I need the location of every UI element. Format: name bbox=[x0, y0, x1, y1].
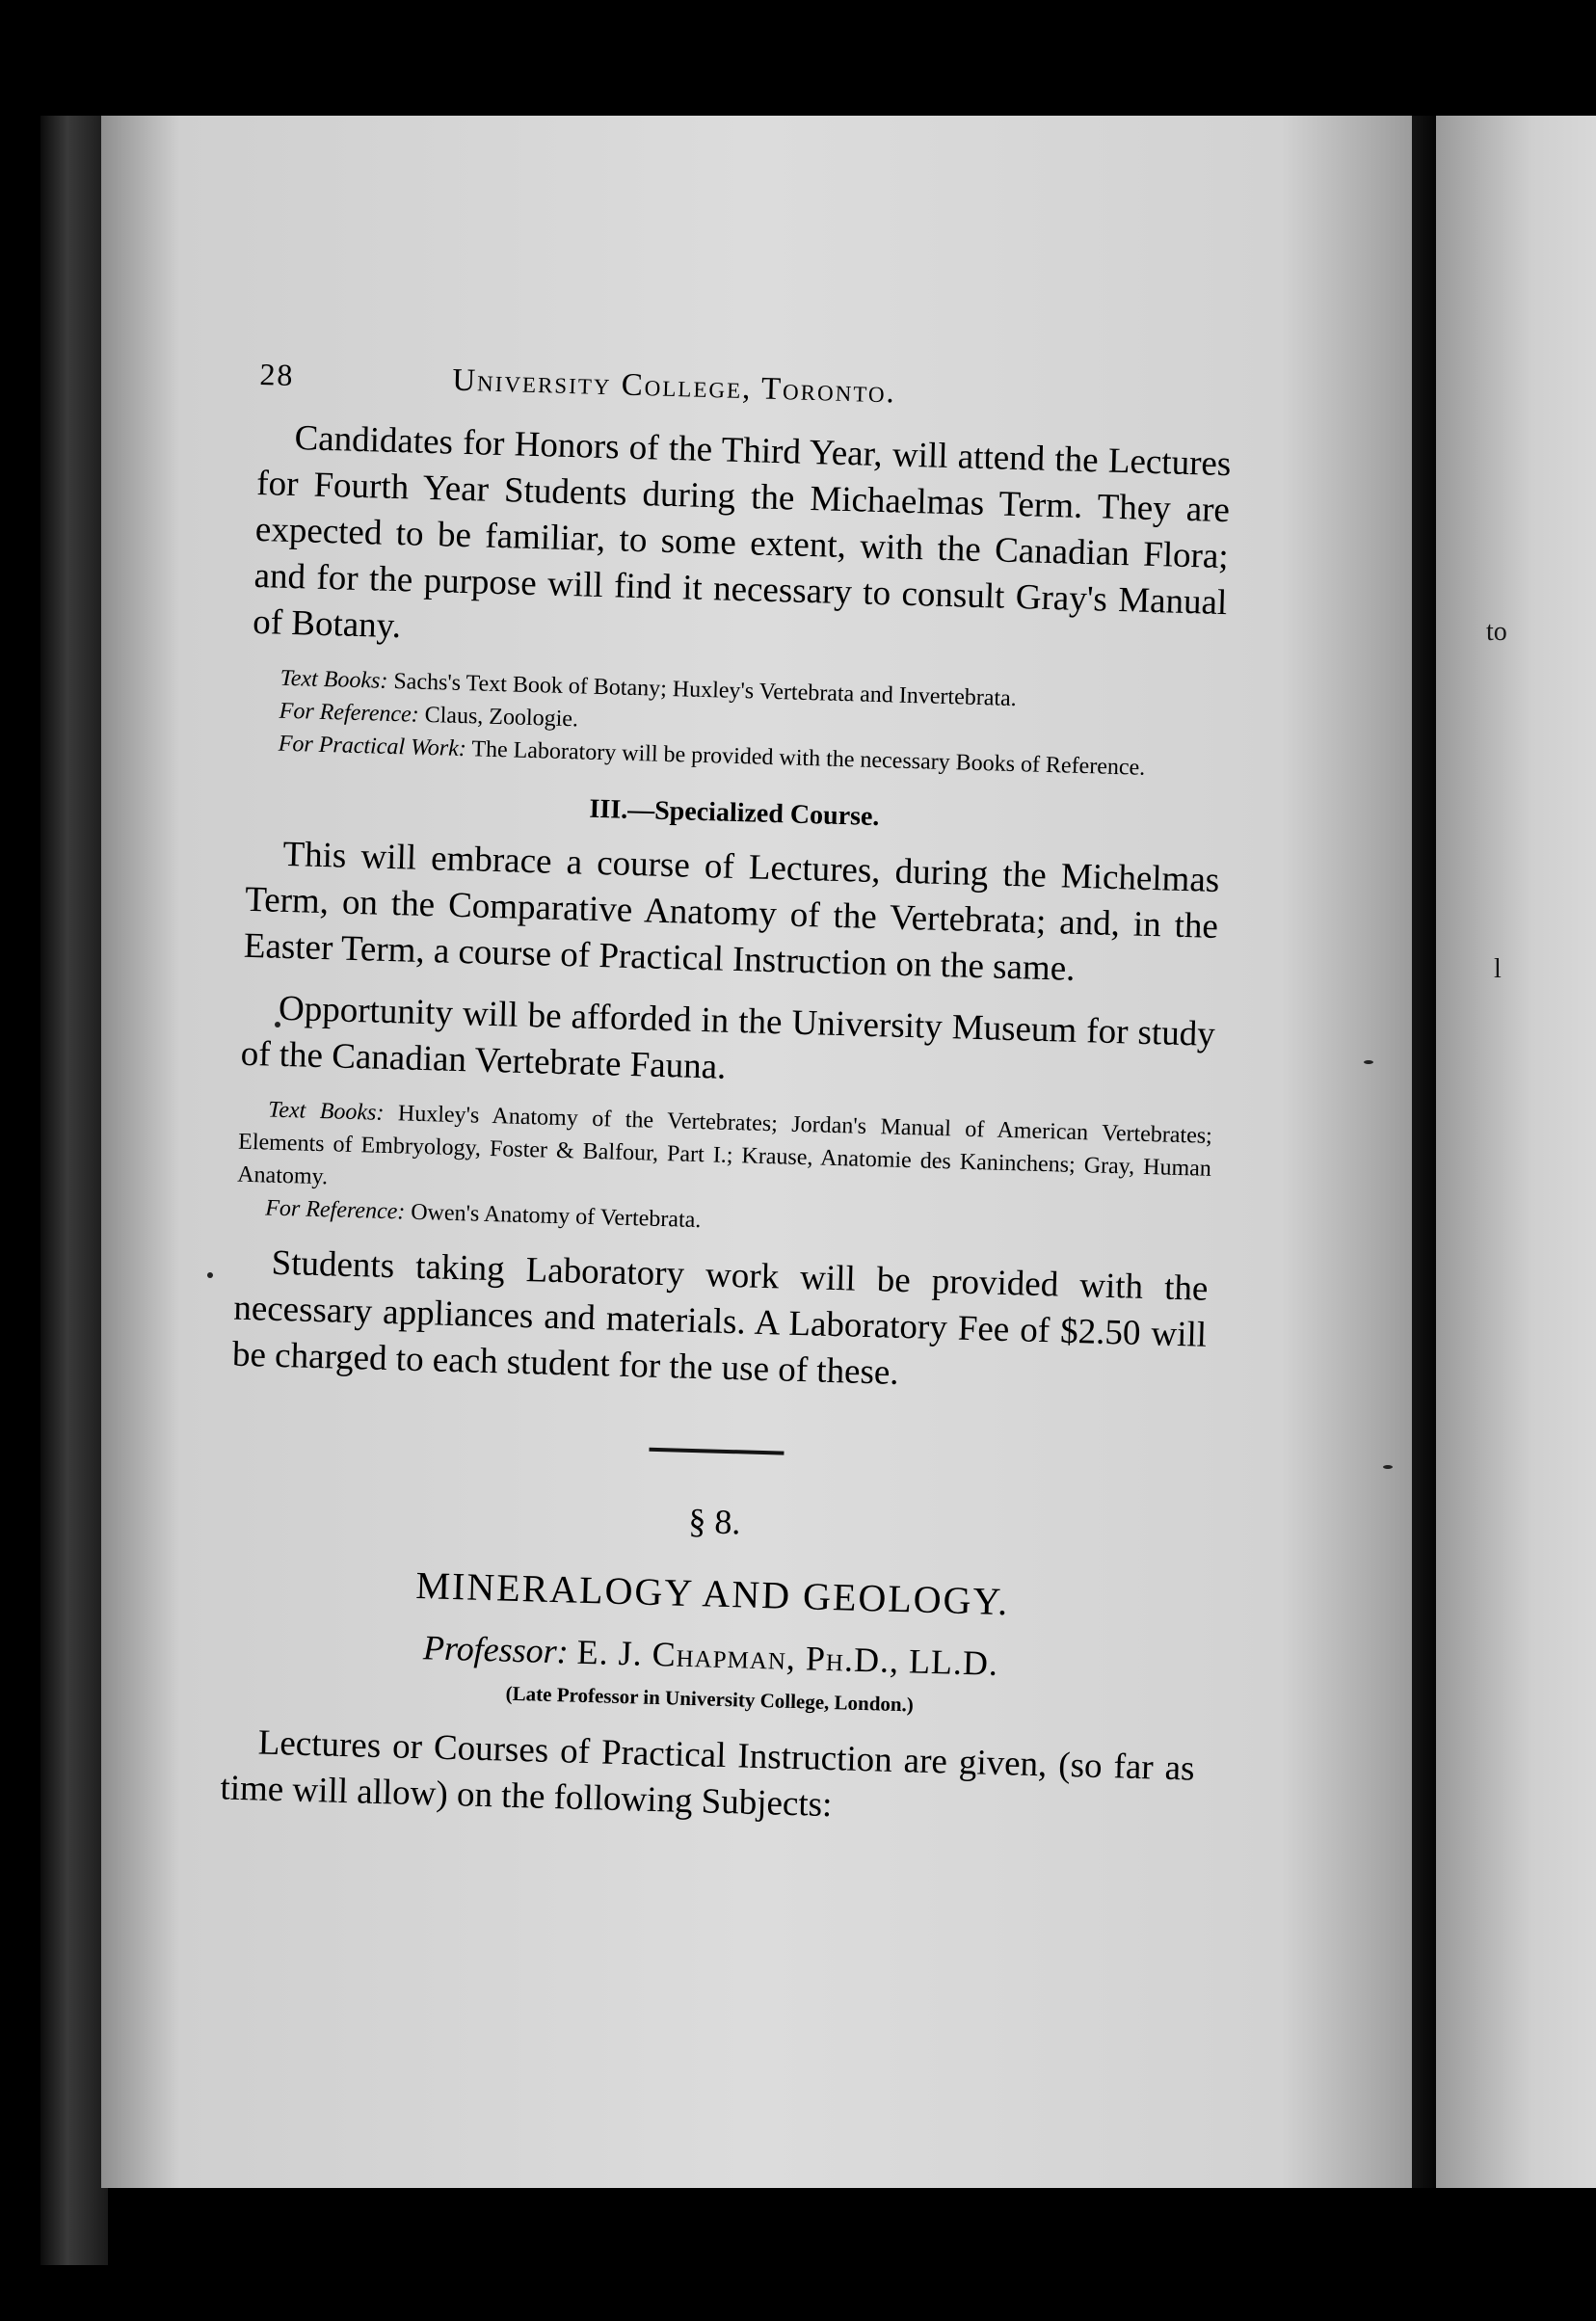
professor-note: (Late Professor in University College, London.) bbox=[505, 1681, 915, 1717]
paragraph-laboratory: Students taking Laboratory work will be provided with the necessary appliances and materials. A Laboratory Fee of $2.50 will be charged to each student for the use of these. bbox=[231, 1242, 1209, 1393]
textbooks-label: Text Books: bbox=[279, 665, 388, 694]
practical-work-value: The Laboratory will be provided with the necessary Books of Reference. bbox=[471, 736, 1146, 781]
paragraph-specialized: This will embrace a course of Lectures, during the Michelmas Term, on the Comparative Anatomy of the Vertebrata; and, in the Easter Term, a course of Practical Instruction on the same. bbox=[243, 834, 1220, 989]
running-title: University College, Toronto. bbox=[451, 362, 897, 411]
reference-value: Claus, Zoologie. bbox=[424, 702, 579, 733]
adjacent-page-fragment: to bbox=[1486, 617, 1507, 647]
practical-work-label: For Practical Work: bbox=[278, 731, 467, 762]
adjacent-page-fragment: l bbox=[1494, 954, 1502, 984]
textbooks-label: Text Books: bbox=[267, 1097, 385, 1126]
textbooks-value: Sachs's Text Book of Botany; Huxley's Vertebrata and Invertebrata. bbox=[393, 669, 1018, 712]
textbooks-value: Huxley's Anatomy of the Vertebrates; Jordan's Manual of American Vertebrates; Elements of Embryology, Foster & Balfour, Part I.; Krause, Anatomie des Kaninchens; Gray, Human Anatomy. bbox=[236, 1101, 1213, 1190]
page-text bbox=[220, 357, 1234, 1839]
paragraph-honors: Candidates for Honors of the Third Year, will attend the Lectures for Fourth Year Students during the Michaelmas Term. They are expected to be familiar, to some extent, with the Canadian Flora; and for the purpose will find it necessary to consult Gray's Manual of Botany. bbox=[252, 418, 1232, 647]
section-title: MINERALOGY AND GEOLOGY. bbox=[414, 1563, 1010, 1624]
reference-value: Owen's Anatomy of Vertebrata. bbox=[410, 1199, 702, 1234]
page-number: 28 bbox=[258, 357, 295, 392]
professor-label: Professor: bbox=[422, 1628, 570, 1671]
section-heading: III.—Specialized Course. bbox=[589, 793, 880, 833]
reference-label: For Reference: bbox=[264, 1195, 406, 1225]
section-number: § 8. bbox=[687, 1501, 741, 1542]
professor-name: E. J. Chapman, Ph.D., LL.D. bbox=[576, 1632, 999, 1683]
reference-label: For Reference: bbox=[279, 698, 420, 728]
paragraph-museum: Opportunity will be afforded in the University Museum for study of the Canadian Vertebrate Fauna. bbox=[240, 988, 1216, 1087]
paragraph-lectures: Lectures or Courses of Practical Instruction are given, (so far as time will allow) on the following Subjects: bbox=[219, 1722, 1196, 1826]
book-edge bbox=[40, 116, 108, 2265]
adjacent-page bbox=[1436, 116, 1596, 2188]
section-divider bbox=[649, 1448, 784, 1455]
